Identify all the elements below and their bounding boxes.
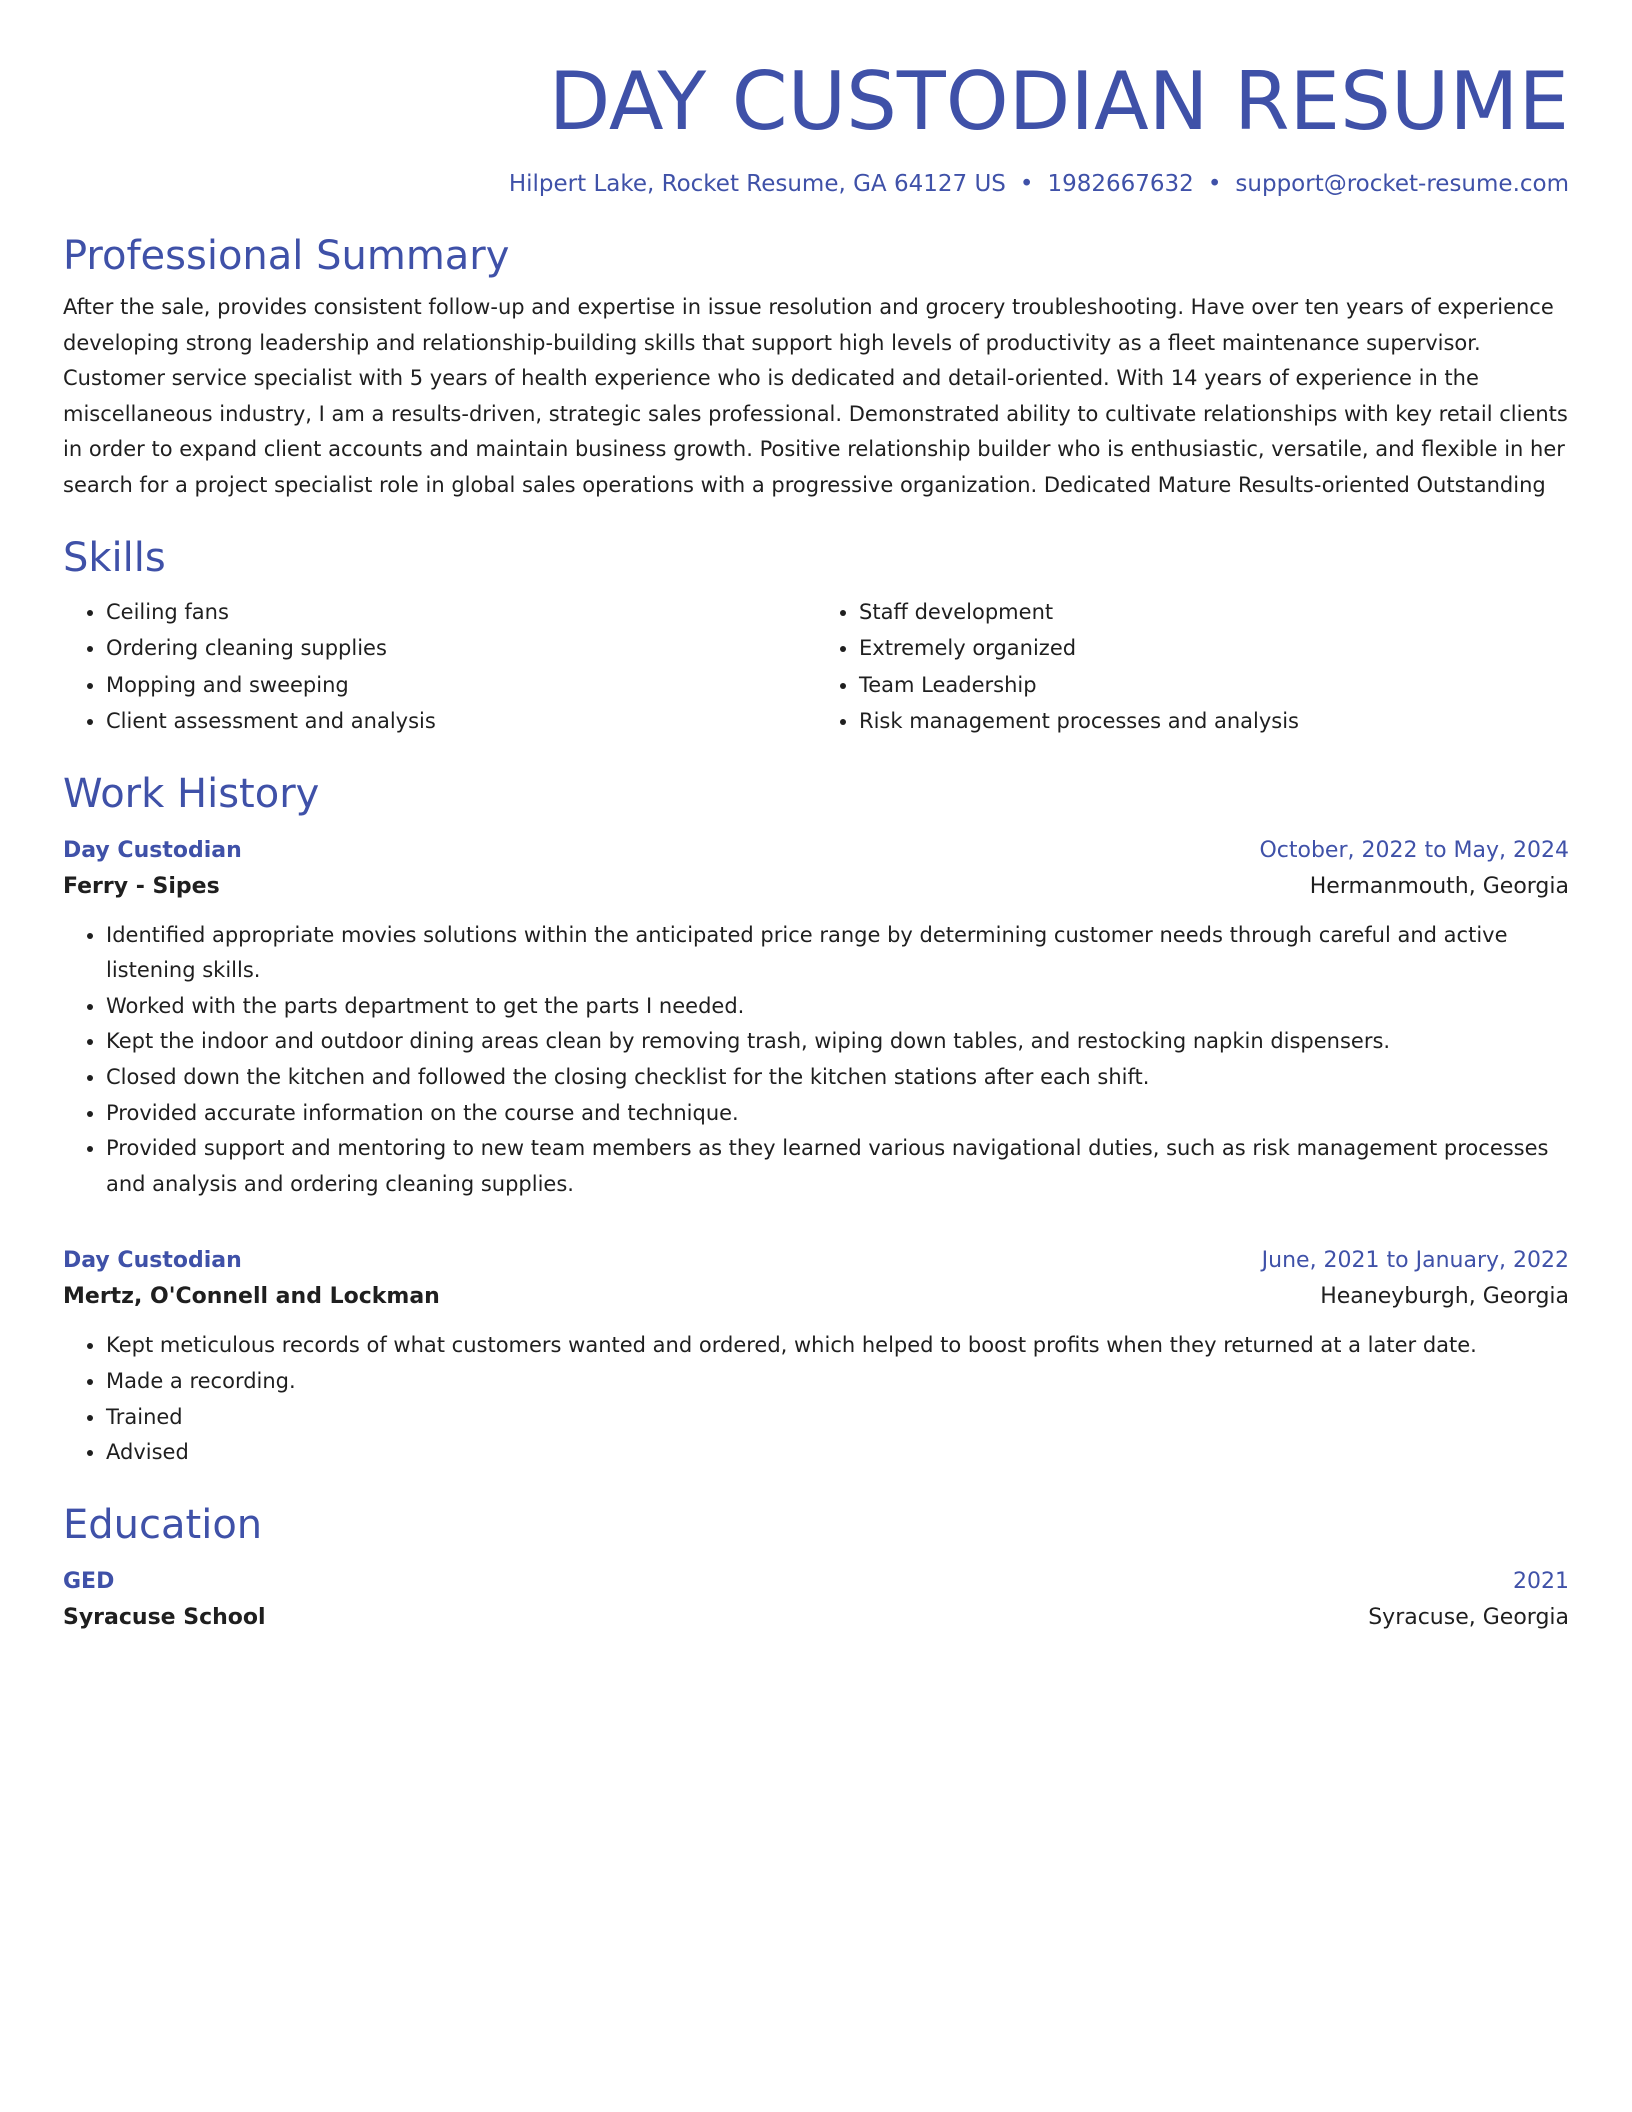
job-company-row bbox=[63, 868, 1569, 906]
job-title: Day Custodian bbox=[63, 1248, 242, 1274]
education-entry bbox=[63, 1565, 1569, 1637]
skill-item: • Extremely organized bbox=[859, 630, 1569, 667]
contact-phone: 1982667632 bbox=[1047, 171, 1194, 197]
education-degree: GED bbox=[63, 1568, 115, 1594]
skills-column-right bbox=[816, 594, 1569, 740]
skill-item: • Client assessment and analysis bbox=[106, 703, 816, 740]
job-bullet: • Provided support and mentoring to new team members as they learned various navigational duties, such as risk management processes and analysis and ordering cleaning supplies. bbox=[106, 1131, 1569, 1202]
skills-column-left bbox=[63, 594, 816, 740]
job-dates: October, 2022 to May, 2024 bbox=[1259, 837, 1569, 863]
job-header-row bbox=[63, 1244, 1569, 1278]
section-title-summary: Professional Summary bbox=[63, 233, 510, 279]
skill-item: • Mopping and sweeping bbox=[106, 667, 816, 704]
job-location: Heaneyburgh, Georgia bbox=[1320, 1284, 1569, 1310]
section-title-skills: Skills bbox=[63, 534, 166, 581]
contact-separator: • bbox=[1019, 171, 1034, 197]
contact-line bbox=[63, 168, 1569, 200]
job-bullet: • Advised bbox=[106, 1435, 1569, 1471]
education-year: 2021 bbox=[1513, 1568, 1569, 1594]
education-header-row bbox=[63, 1565, 1569, 1599]
job-title: Day Custodian bbox=[63, 837, 242, 863]
job-bullet: • Identified appropriate movies solutions within the anticipated price range by determining customer needs through careful and active listening skills. bbox=[106, 918, 1569, 989]
job-bullet: • Closed down the kitchen and followed the closing checklist for the kitchen stations after each shift. bbox=[106, 1060, 1569, 1096]
contact-separator: • bbox=[1207, 171, 1222, 197]
job-bullet: • Kept the indoor and outdoor dining areas clean by removing trash, wiping down tables, and restocking napkin dispensers. bbox=[106, 1024, 1569, 1060]
job-location: Hermanmouth, Georgia bbox=[1309, 873, 1569, 899]
job-dates: June, 2021 to January, 2022 bbox=[1261, 1248, 1569, 1274]
job-bullets bbox=[63, 918, 1569, 1203]
section-title-education: Education bbox=[63, 1501, 263, 1548]
section-title-work-history: Work History bbox=[63, 770, 320, 817]
education-school-row bbox=[63, 1599, 1569, 1637]
summary-text: After the sale, provides consistent follow-up and expertise in issue resolution and grocery troubleshooting. Have over ten years of experience developing strong leadership and relationship-building skills that support high levels of productivity as a fleet maintenance supervisor. Customer service specialist with 5 years of health experience who is dedicated and detail-oriented. With 14 years of experience in the miscellaneous industry, I am a results-driven, strategic sales professional. Demonstrated ability to cultivate relationships with key retail clients in order to expand client accounts and maintain business growth. Positive relationship builder who is enthusiastic, versatile, and flexible in her search for a project specialist role in global sales operations with a progressive organization. Dedicated Mature Results-oriented Outstanding bbox=[63, 295, 1568, 497]
skill-item: • Team Leadership bbox=[859, 667, 1569, 704]
skills-list bbox=[63, 594, 1569, 740]
education-location: Syracuse, Georgia bbox=[1368, 1604, 1569, 1630]
job-company: Ferry - Sipes bbox=[63, 873, 220, 899]
job-bullet: • Kept meticulous records of what customers wanted and ordered, which helped to boost profits when they returned at a later date. bbox=[106, 1328, 1569, 1364]
resume-title: DAY CUSTODIAN RESUME bbox=[548, 55, 1569, 148]
job-header-row bbox=[63, 834, 1569, 868]
education-school: Syracuse School bbox=[63, 1604, 266, 1630]
resume-header bbox=[63, 52, 1569, 200]
skill-item: • Risk management processes and analysis bbox=[859, 703, 1569, 740]
job-entry bbox=[63, 1244, 1569, 1470]
job-bullet: • Worked with the parts department to get the parts I needed. bbox=[106, 989, 1569, 1025]
job-bullets bbox=[63, 1328, 1569, 1470]
skill-item: • Ceiling fans bbox=[106, 594, 816, 631]
job-company-row bbox=[63, 1278, 1569, 1316]
job-company: Mertz, O'Connell and Lockman bbox=[63, 1284, 440, 1310]
job-bullet: • Trained bbox=[106, 1400, 1569, 1436]
contact-address: Hilpert Lake, Rocket Resume, GA 64127 US bbox=[508, 171, 1006, 197]
job-bullet: • Provided accurate information on the course and technique. bbox=[106, 1096, 1569, 1132]
skill-item: • Ordering cleaning supplies bbox=[106, 630, 816, 667]
job-entry bbox=[63, 834, 1569, 1203]
contact-email[interactable]: support@rocket-resume.com bbox=[1235, 171, 1569, 197]
skill-item: • Staff development bbox=[859, 594, 1569, 631]
job-bullet: • Made a recording. bbox=[106, 1364, 1569, 1400]
